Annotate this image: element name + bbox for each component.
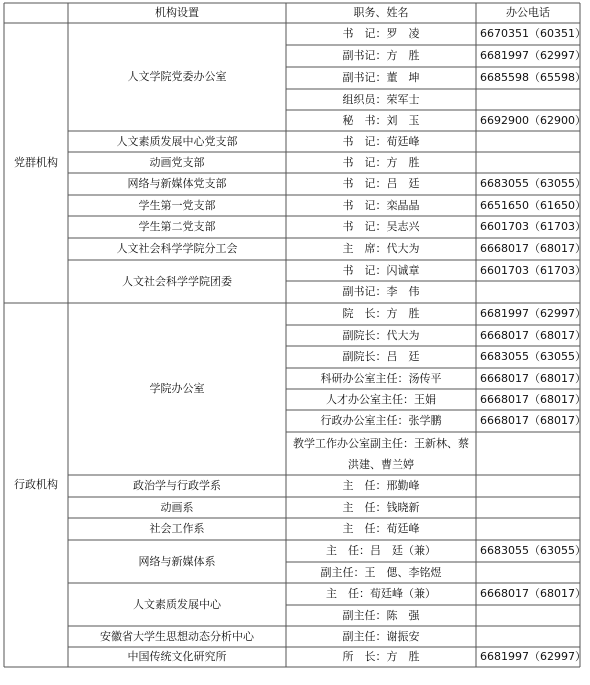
org-name: 人文素质发展中心党支部 — [116, 134, 238, 148]
org-name: 人文社会科学学院分工会 — [116, 242, 238, 255]
position-cell: 副书记：方 胜 — [342, 49, 420, 62]
position-cell: 主 任：吕 廷（兼） — [326, 544, 436, 557]
phone-cell: 6668017（68017） — [480, 328, 586, 342]
group-label: 党群机构 — [14, 156, 58, 169]
phone-cell — [476, 281, 580, 303]
phone-cell: 6681997（62997） — [480, 49, 586, 62]
phone-cell: 6685598（65598） — [480, 71, 586, 84]
position-cell: 所 长：方 胜 — [342, 650, 420, 663]
phone-cell — [476, 562, 580, 583]
header-phone: 办公电话 — [506, 6, 550, 19]
position-cell: 书 记：闪诚章 — [342, 263, 420, 277]
position-cell: 院 长：方 胜 — [342, 307, 420, 320]
header-position: 职务、姓名 — [353, 6, 409, 19]
phone-cell: 6668017（68017） — [480, 414, 586, 427]
phone-cell — [476, 518, 580, 540]
phone-cell: 6668017（68017） — [480, 587, 586, 600]
phone-cell — [476, 432, 580, 475]
position-cell: 书 记：荀廷峰 — [342, 134, 420, 148]
position-cell: 副院长：吕 廷 — [342, 350, 420, 363]
phone-cell: 6601703（61703） — [480, 263, 586, 277]
phone-cell — [476, 89, 580, 110]
position-cell: 主 任：荀廷峰（兼） — [326, 587, 436, 600]
position-cell: 书 记：吴志兴 — [342, 220, 420, 233]
org-name: 政治学与行政学系 — [133, 479, 221, 492]
org-name: 人文社会科学学院团委 — [122, 274, 232, 288]
phone-cell: 6601703（61703） — [480, 220, 586, 233]
phone-cell: 6683055（63055） — [480, 350, 586, 363]
position-cell: 书 记：罗 凌 — [342, 27, 420, 40]
org-name: 学生第一党支部 — [138, 198, 216, 212]
position-cell: 书 记：方 胜 — [342, 155, 420, 169]
position-cell: 组织员：荣军士 — [342, 92, 420, 106]
phone-cell — [476, 152, 580, 173]
position-cell: 副院长：代大为 — [342, 328, 420, 342]
phone-cell: 6668017（68017） — [480, 371, 586, 385]
phone-cell: 6683055（63055） — [480, 544, 586, 557]
position-cell: 书 记：栾晶晶 — [342, 198, 420, 212]
position-cell: 主 席：代大为 — [342, 242, 420, 255]
phone-cell: 6651650（61650） — [480, 198, 586, 212]
position-cell: 副书记：李 伟 — [342, 285, 420, 298]
phone-cell — [476, 626, 580, 647]
org-name: 社会工作系 — [149, 522, 205, 535]
position-cell: 副主任：谢振安 — [342, 629, 420, 643]
org-name: 动画系 — [160, 500, 194, 514]
org-name: 人文素质发展中心 — [133, 597, 221, 611]
phone-cell: 6683055（63055） — [480, 177, 586, 190]
org-name: 学院办公室 — [149, 382, 205, 395]
position-cell: 行政办公室主任：张学鹏 — [320, 414, 442, 427]
org-name: 人文学院党委办公室 — [127, 70, 227, 83]
org-name: 学生第二党支部 — [138, 220, 216, 233]
position-cell: 人才办公室主任：王娟 — [326, 392, 436, 406]
phone-cell: 6692900（62900） — [480, 113, 586, 127]
position-cell: 书 记：吕 廷 — [342, 177, 420, 190]
phone-cell: 6681997（62997） — [480, 307, 586, 320]
position-cell: 副主任：陈 强 — [342, 608, 420, 622]
position-cell: 主 任：钱晓新 — [342, 500, 420, 514]
phone-cell: 6670351（60351） — [480, 27, 586, 40]
position-cell: 主 任：荀廷峰 — [342, 522, 420, 535]
org-name: 网络与新媒体系 — [138, 554, 216, 568]
org-name: 网络与新媒体党支部 — [127, 177, 227, 190]
org-name: 动画党支部 — [149, 155, 205, 169]
group-label: 行政机构 — [14, 478, 58, 491]
phone-cell — [476, 605, 580, 626]
position-cell: 副主任：王 偲、李铭煜 — [320, 565, 442, 579]
position-cell: 科研办公室主任：汤传平 — [320, 371, 442, 385]
phone-cell: 6668017（68017） — [480, 242, 586, 255]
phone-cell — [476, 131, 580, 152]
org-name: 安徽省大学生思想动态分析中心 — [100, 629, 254, 643]
phone-cell — [476, 475, 580, 497]
header-category — [0, 3, 68, 23]
position-cell: 副书记：董 坤 — [342, 71, 420, 84]
phone-cell — [476, 497, 580, 518]
org-name: 中国传统文化研究所 — [127, 650, 227, 663]
position-cell: 教学工作办公室副主任：王新林、蔡洪建、曹兰婷 — [293, 436, 469, 471]
header-org: 机构设置 — [155, 6, 199, 19]
phone-cell: 6681997（62997） — [480, 650, 586, 663]
phone-cell: 6668017（68017） — [480, 392, 586, 406]
position-cell: 秘 书：刘 玉 — [342, 113, 420, 127]
position-cell: 主 任：邢勤峰 — [342, 479, 420, 492]
